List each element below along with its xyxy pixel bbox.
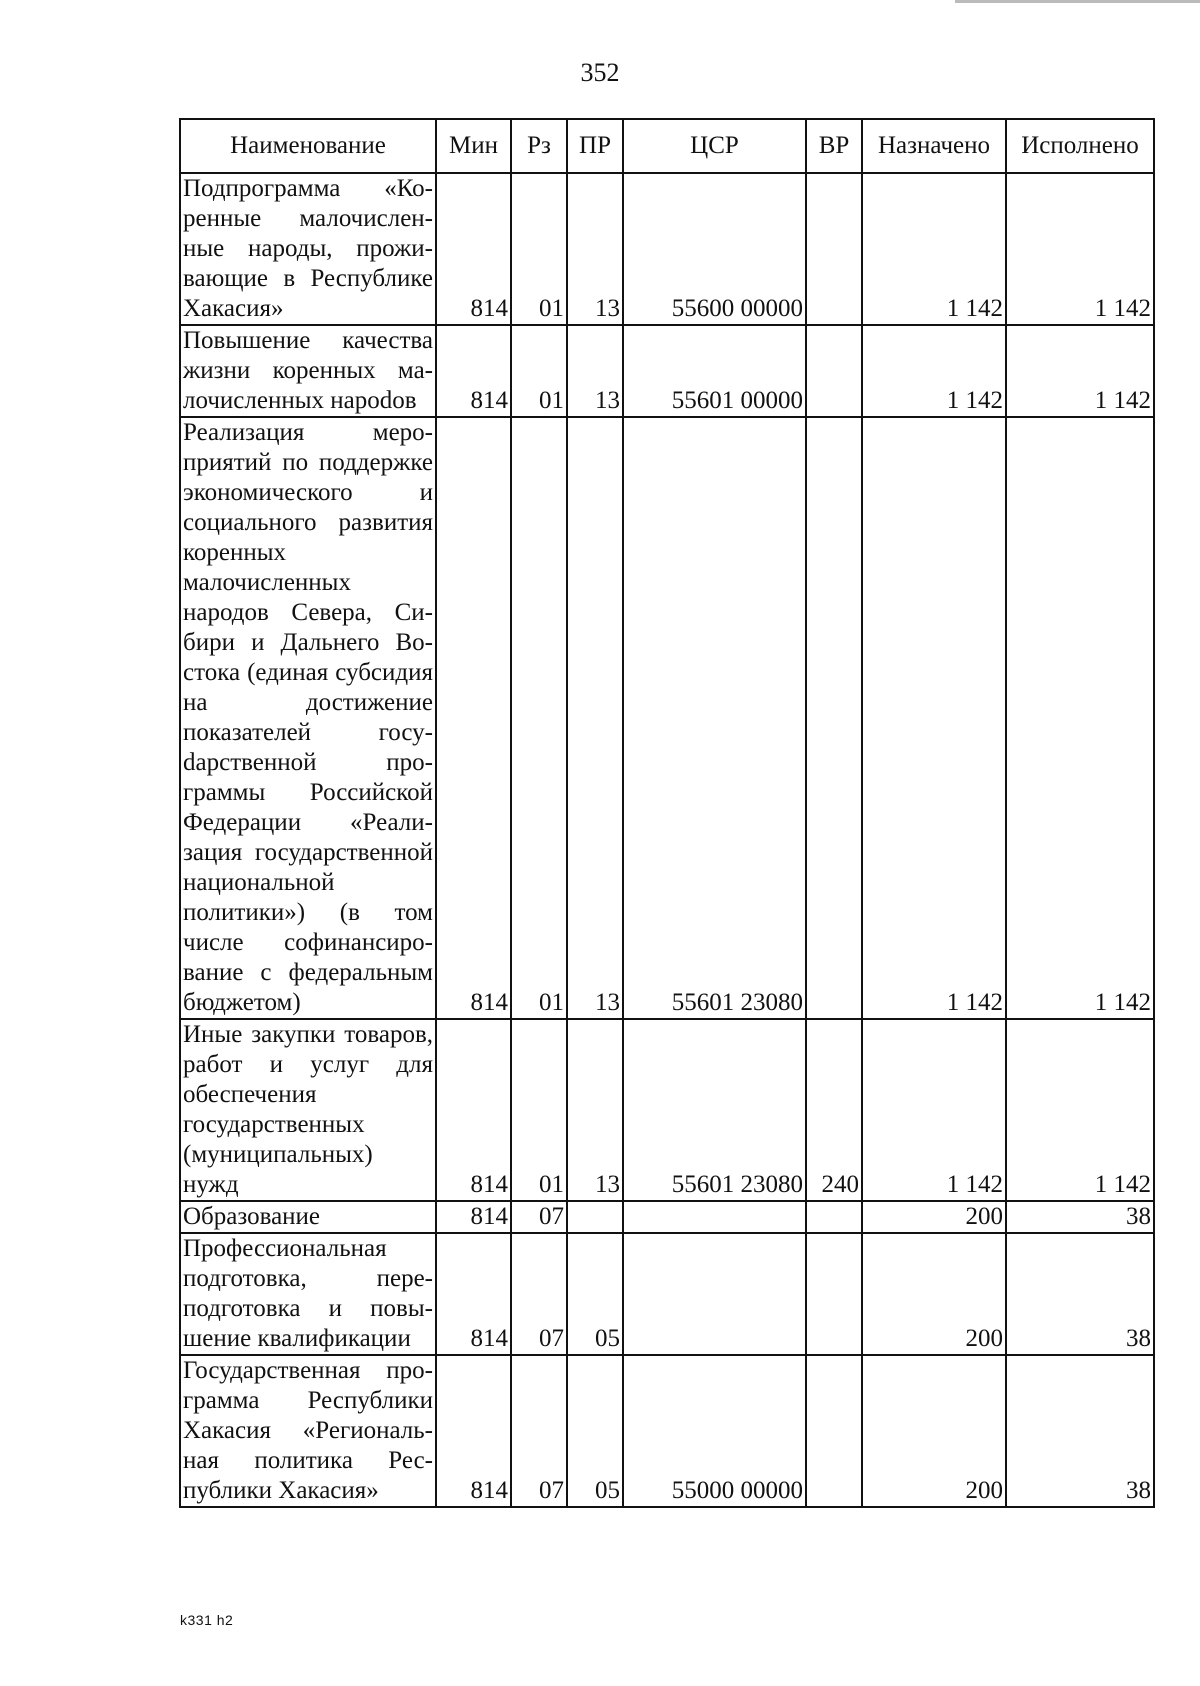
row-min: 814 (436, 325, 511, 417)
row-pr: 13 (567, 417, 623, 1019)
row-vr (806, 1355, 862, 1507)
table-row (180, 417, 1154, 1019)
row-min: 814 (436, 173, 511, 325)
row-csr (623, 1233, 806, 1355)
header-pr: ПР (567, 119, 623, 173)
row-executed: 1 142 (1006, 173, 1154, 325)
row-assigned: 1 142 (862, 1019, 1006, 1201)
row-vr (806, 173, 862, 325)
row-name: Подпрограмма «Коренные малочисленные народы, проживающие в Республике Хакасия» (180, 173, 436, 325)
footer-code: k331 h2 (180, 1612, 234, 1628)
row-pr: 13 (567, 1019, 623, 1201)
table-row (180, 1201, 1154, 1233)
header-csr: ЦСР (623, 119, 806, 173)
row-executed: 1 142 (1006, 417, 1154, 1019)
table-header-row (180, 119, 1154, 173)
row-csr: 55601 00000 (623, 325, 806, 417)
row-assigned: 200 (862, 1233, 1006, 1355)
row-csr: 55000 00000 (623, 1355, 806, 1507)
row-assigned: 1 142 (862, 173, 1006, 325)
page-number: 352 (580, 58, 620, 87)
scan-edge-mark (955, 0, 1200, 3)
row-name: Иные закупки товаров, работ и услуг для обеспечения государственных (муниципальных) нужд (180, 1019, 436, 1201)
row-vr (806, 325, 862, 417)
row-name: Профессиональная подготовка, переподготовка и повышение квалификации (180, 1233, 436, 1355)
row-name: Повышение качества жизни коренных малочисленных нароdов (180, 325, 436, 417)
row-pr: 05 (567, 1233, 623, 1355)
row-assigned: 1 142 (862, 325, 1006, 417)
header-vr: ВР (806, 119, 862, 173)
table-row (180, 325, 1154, 417)
row-rz: 01 (511, 173, 567, 325)
budget-table (179, 118, 1155, 1508)
row-executed: 38 (1006, 1201, 1154, 1233)
row-assigned: 200 (862, 1201, 1006, 1233)
row-rz: 07 (511, 1201, 567, 1233)
row-pr: 13 (567, 325, 623, 417)
header-name: Наименование (180, 119, 436, 173)
row-executed: 1 142 (1006, 1019, 1154, 1201)
row-min: 814 (436, 1355, 511, 1507)
row-name: Образование (180, 1201, 436, 1233)
row-csr: 55600 00000 (623, 173, 806, 325)
table-row (180, 1233, 1154, 1355)
row-vr (806, 1233, 862, 1355)
table-row (180, 1355, 1154, 1507)
row-rz: 07 (511, 1233, 567, 1355)
row-pr (567, 1201, 623, 1233)
row-csr (623, 1201, 806, 1233)
row-executed: 1 142 (1006, 325, 1154, 417)
row-rz: 01 (511, 325, 567, 417)
header-assigned: Назначено (862, 119, 1006, 173)
row-min: 814 (436, 1233, 511, 1355)
row-assigned: 200 (862, 1355, 1006, 1507)
header-rz: Рз (511, 119, 567, 173)
table-row (180, 1019, 1154, 1201)
row-vr (806, 1201, 862, 1233)
row-rz: 01 (511, 417, 567, 1019)
row-name: Государственная программа Республики Хакасия «Региональная политика Республики Хакасия» (180, 1355, 436, 1507)
header-executed: Исполнено (1006, 119, 1154, 173)
row-assigned: 1 142 (862, 417, 1006, 1019)
row-min: 814 (436, 417, 511, 1019)
row-executed: 38 (1006, 1233, 1154, 1355)
row-min: 814 (436, 1201, 511, 1233)
row-min: 814 (436, 1019, 511, 1201)
table-row (180, 173, 1154, 325)
row-csr: 55601 23080 (623, 417, 806, 1019)
row-pr: 05 (567, 1355, 623, 1507)
row-vr (806, 417, 862, 1019)
row-csr: 55601 23080 (623, 1019, 806, 1201)
row-rz: 01 (511, 1019, 567, 1201)
row-name: Реализация мероприятий по поддержке экономического и социального развития коренных малочисленных народов Севера, Сибири и Дальнего Востока (единая субсидия на достижение показателей госуdарственной программы Российской Федерации «Реализация государственной национальной политики») (в том числе софинансирование с федеральным бюджетом) (180, 417, 436, 1019)
row-vr: 240 (806, 1019, 862, 1201)
header-min: Мин (436, 119, 511, 173)
row-executed: 38 (1006, 1355, 1154, 1507)
row-pr: 13 (567, 173, 623, 325)
row-rz: 07 (511, 1355, 567, 1507)
